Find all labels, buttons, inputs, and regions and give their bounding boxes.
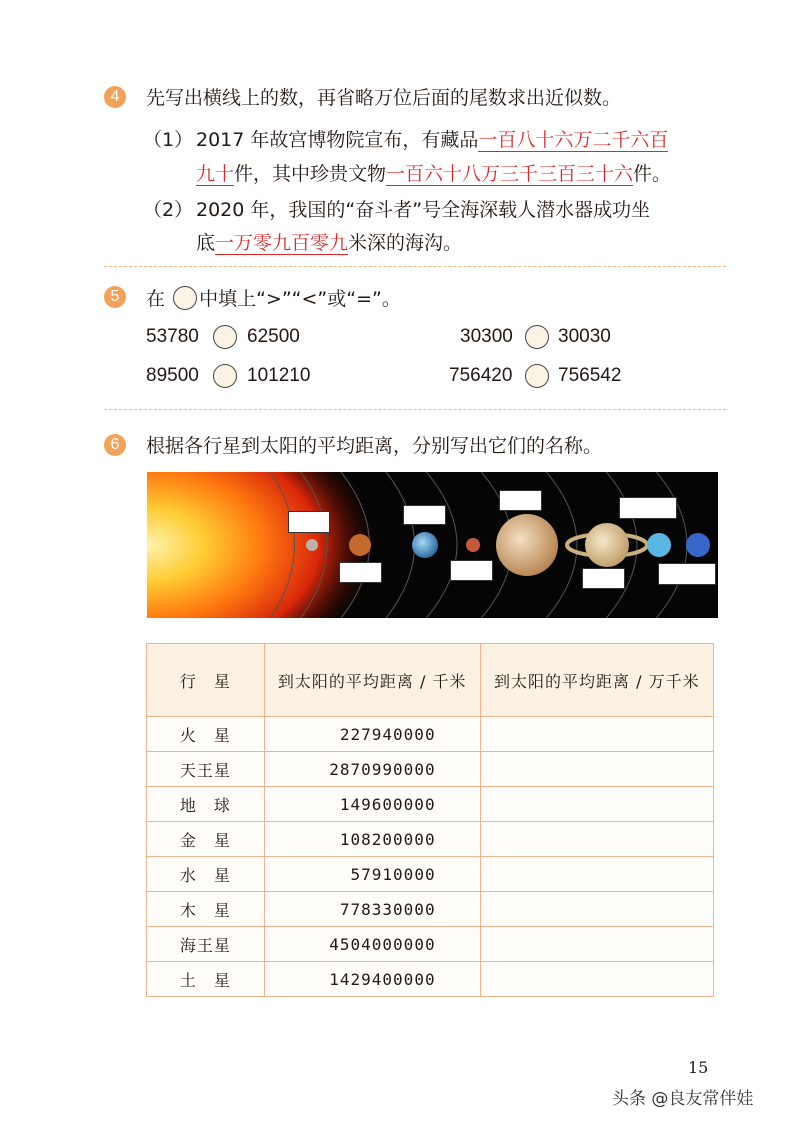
answer-cell[interactable]: [480, 822, 713, 857]
compare-left-number: 756420: [449, 365, 513, 386]
answer-text: 一万零九百零九: [215, 232, 349, 254]
planet-name-cell: 土 星: [147, 962, 265, 997]
question-instruction: 根据各行星到太阳的平均距离，分别写出它们的名称。: [146, 435, 603, 457]
column-header: 到太阳的平均距离 / 万千米: [480, 644, 713, 717]
sub-question-text: [196, 231, 462, 255]
planet-name-box[interactable]: [582, 568, 625, 589]
question-text: 底: [196, 232, 216, 254]
neptune-planet: [686, 533, 710, 557]
table-row: [147, 787, 714, 822]
planet-name-cell: 金 星: [147, 822, 265, 857]
distance-km-cell: 2870990000: [264, 752, 480, 787]
compare-answer-circle[interactable]: [213, 364, 237, 388]
planet-distance-table: [146, 643, 714, 997]
answer-cell[interactable]: [480, 927, 713, 962]
table-row: [147, 962, 714, 997]
planet-name-box[interactable]: [288, 511, 330, 533]
section-divider: [104, 409, 726, 410]
venus-planet: [349, 534, 371, 556]
compare-left-number: 89500: [146, 365, 199, 386]
table-row: [147, 927, 714, 962]
distance-km-cell: 778330000: [264, 892, 480, 927]
distance-km-cell: 57910000: [264, 857, 480, 892]
mercury-planet: [306, 539, 318, 551]
jupiter-planet: [496, 514, 558, 576]
question-text: 件。: [633, 163, 672, 185]
distance-km-cell: 1429400000: [264, 962, 480, 997]
table-row: [147, 892, 714, 927]
answer-text: 一百六十八万三千三百三十六: [386, 163, 634, 185]
column-header: 到太阳的平均距离 / 千米: [264, 644, 480, 717]
answer-text: 一百八十六万二千六百: [478, 129, 669, 151]
question-text: 在: [146, 288, 166, 310]
solar-system-image: [147, 472, 718, 618]
answer-cell[interactable]: [480, 752, 713, 787]
section-divider: [104, 266, 726, 267]
question-text: 2017 年故宫博物院宣布，有藏品: [196, 129, 479, 151]
sub-question-label: （1）: [143, 129, 194, 151]
distance-km-cell: 149600000: [264, 787, 480, 822]
planet-name-cell: 火 星: [147, 717, 265, 752]
question-number-badge: 5: [104, 286, 126, 308]
planet-name-box[interactable]: [339, 562, 382, 583]
table-header-row: [147, 644, 714, 717]
compare-left-number: 30300: [460, 326, 513, 347]
sub-question-text: [196, 162, 671, 186]
answer-cell[interactable]: [480, 857, 713, 892]
compare-right-number: 756542: [558, 365, 622, 386]
answer-cell[interactable]: [480, 962, 713, 997]
column-header: 行 星: [147, 644, 265, 717]
compare-answer-circle[interactable]: [213, 325, 237, 349]
sub-question-label: （2）: [143, 199, 194, 221]
planet-name-box[interactable]: [499, 490, 542, 511]
planet-name-box[interactable]: [619, 497, 677, 519]
table-row: [147, 717, 714, 752]
planet-name-cell: 海王星: [147, 927, 265, 962]
page-number: 15: [688, 1058, 709, 1077]
solar-system-illustration: [147, 472, 718, 618]
earth-planet: [412, 532, 438, 558]
planet-name-cell: 天王星: [147, 752, 265, 787]
question-text: 米深的海沟。: [348, 232, 463, 254]
table-row: [147, 857, 714, 892]
uranus-planet: [647, 533, 671, 557]
answer-cell[interactable]: [480, 787, 713, 822]
compare-right-number: 62500: [247, 326, 300, 347]
distance-km-cell: 108200000: [264, 822, 480, 857]
sub-question-text: 2020 年，我国的“奋斗者”号全海深载人潜水器成功坐: [196, 199, 651, 221]
answer-cell[interactable]: [480, 717, 713, 752]
distance-km-cell: 227940000: [264, 717, 480, 752]
compare-right-number: 30030: [558, 326, 611, 347]
distance-km-cell: 4504000000: [264, 927, 480, 962]
compare-answer-circle[interactable]: [525, 325, 549, 349]
question-instruction: [146, 286, 401, 311]
sub-question-text: [196, 128, 668, 152]
planet-name-box[interactable]: [450, 560, 493, 581]
question-number-badge: 4: [104, 86, 126, 108]
question-instruction: 先写出横线上的数，再省略万位后面的尾数求出近似数。: [146, 87, 622, 109]
footer-watermark: 头条 @良友常伴娃: [612, 1089, 754, 1109]
question-text: 件，其中珍贵文物: [234, 163, 387, 185]
planet-name-cell: 水 星: [147, 857, 265, 892]
planet-name-cell: 地 球: [147, 787, 265, 822]
mars-planet: [466, 538, 480, 552]
question-text: 中填上“>”“<”或“=”。: [199, 288, 401, 310]
table-row: [147, 752, 714, 787]
answer-text: 九十: [196, 163, 235, 185]
compare-right-number: 101210: [247, 365, 311, 386]
answer-circle-sample: [173, 286, 197, 310]
planet-name-box[interactable]: [658, 563, 716, 585]
compare-answer-circle[interactable]: [525, 364, 549, 388]
table-row: [147, 822, 714, 857]
planet-name-cell: 木 星: [147, 892, 265, 927]
planet-name-box[interactable]: [403, 505, 446, 525]
compare-left-number: 53780: [146, 326, 199, 347]
question-number-badge: 6: [104, 434, 126, 456]
answer-cell[interactable]: [480, 892, 713, 927]
